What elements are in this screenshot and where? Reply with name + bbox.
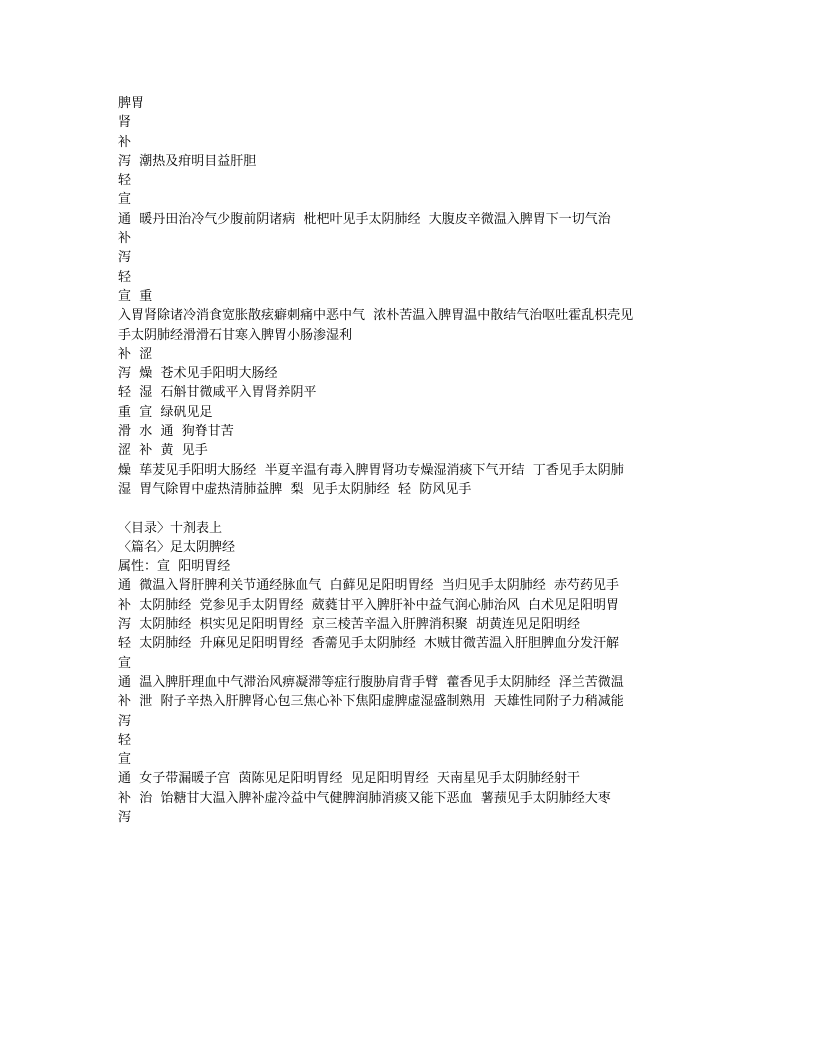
document-text (118, 94, 638, 827)
blank-line (118, 499, 638, 518)
text-line: 轻 (118, 173, 132, 189)
text-line: 轻 湿 石斛甘微咸平入胃肾养阴平 (118, 385, 317, 401)
text-line: 轻 太阴肺经 升麻见足阳明胃经 香薷见手太阴肺经 木贼甘微苦温入肝胆脾血分发汗解 (118, 636, 620, 652)
toc-heading: 〈目录〉十剂表上 (118, 520, 223, 536)
text-line: 入胃肾除诸冷消食宽胀散痃癖刺痛中恶中气 浓朴苦温入脾胃温中散结气治呕吐霍乱枳壳见手太阴肺经滑滑石甘寒入脾胃小肠渗湿利 (118, 308, 634, 343)
text-line: 补 (118, 134, 132, 150)
section-heading: 〈篇名〉足太阴脾经 (118, 539, 236, 555)
text-line: 通 女子带漏暖子宫 茵陈见足阳明胃经 见足阳明胃经 天南星见手太阴肺经射干 (118, 771, 581, 787)
text-line: 泻 (118, 250, 132, 266)
text-line: 泻 潮热及疳明目益肝胆 (118, 153, 257, 169)
text-line: 补 治 饴糖甘大温入脾补虚冷益中气健脾润肺消痰又能下恶血 薯蓣见手太阴肺经大枣 (118, 790, 611, 806)
text-line: 泻 (118, 713, 132, 729)
text-line: 脾胃 (118, 96, 145, 111)
text-line: 泻 燥 苍术见手阳明大肠经 (118, 366, 278, 382)
text-line: 属性：宣 阳明胃经 (118, 559, 231, 575)
text-line: 肾 (118, 115, 132, 131)
text-line: 燥 荜茇见手阳明大肠经 半夏辛温有毒入脾胃肾功专燥湿消痰下气开结 丁香见手太阴肺 (118, 462, 624, 478)
text-line: 宣 (118, 655, 132, 671)
text-line: 轻 (118, 732, 132, 748)
text-line: 泻 太阴肺经 枳实见足阳明胃经 京三棱苦辛温入肝脾消积聚 胡黄连见足阳明经 (118, 617, 581, 633)
text-line: 补 (118, 231, 132, 247)
text-line: 泻 (118, 809, 132, 825)
text-line: 通 温入脾肝理血中气滞治风痹凝滞等症行腹胁肩背手臂 藿香见手太阴肺经 泽兰苦微温 (118, 674, 624, 690)
text-line: 重 宣 绿矾见足 (118, 404, 213, 420)
text-line: 补 泄 附子辛热入肝脾肾心包三焦心补下焦阳虚脾虚湿盛制熟用 天雄性同附子力稍减能 (118, 694, 624, 710)
text-line: 补 涩 (118, 346, 153, 362)
text-line: 湿 胃气除胃中虚热清肺益脾 梨 见手太阴肺经 轻 防风见手 (118, 481, 472, 497)
text-line: 轻 (118, 269, 132, 285)
text-line: 宣 (118, 752, 132, 768)
text-line: 滑 水 通 狗脊甘苦 (118, 424, 234, 440)
text-line: 通 微温入肾肝脾利关节通经脉血气 白藓见足阳明胃经 当归见手太阴肺经 赤芍药见手 (118, 578, 620, 594)
text-line: 宣 (118, 192, 132, 208)
text-line: 通 暖丹田治冷气少腹前阴诸病 枇杷叶见手太阴肺经 大腹皮辛微温入脾胃下一切气治 (118, 211, 611, 227)
text-line: 补 太阴肺经 党参见手太阴胃经 葳蕤甘平入脾肝补中益气润心肺治风 白术见足阳明胃 (118, 597, 620, 613)
text-line: 涩 补 黄 见手 (118, 443, 208, 459)
text-line: 宣 重 (118, 288, 153, 304)
